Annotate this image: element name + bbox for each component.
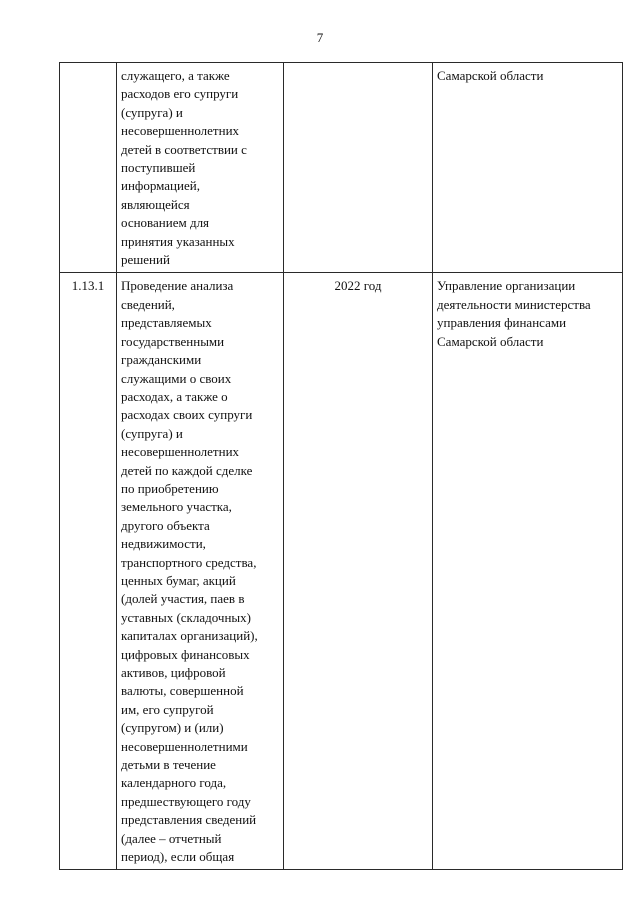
description-text — [121, 277, 279, 866]
text-line: (супругом) и (или) — [121, 720, 224, 736]
responsible-text — [437, 67, 618, 85]
text-line: служащего, а также — [121, 68, 230, 83]
text-line: решений — [121, 252, 170, 268]
text-line: сведений, — [121, 296, 175, 312]
responsible-text — [437, 277, 618, 351]
text-line: валюты, совершенной — [121, 683, 244, 699]
responsible-cell — [433, 63, 623, 273]
text-line: ценных бумаг, акций — [121, 572, 236, 588]
text-line: по приобретению — [121, 480, 219, 496]
text-line: (супруга) и — [121, 425, 183, 441]
text-line: гражданскими — [121, 352, 202, 368]
responsible-cell — [433, 273, 623, 870]
text-line: служащими о своих — [121, 370, 232, 386]
text-line: управления финансами — [437, 315, 567, 331]
text-line: расходов его супруги — [121, 86, 239, 102]
text-line: активов, цифровой — [121, 665, 226, 680]
text-line: (долей участия, паев в — [121, 591, 245, 607]
text-line: несовершеннолетних — [121, 123, 240, 139]
text-line: представления сведений — [121, 812, 257, 828]
text-line: предшествующего году — [121, 793, 251, 809]
text-line: Управление организации — [437, 278, 576, 294]
description-cell — [117, 63, 284, 273]
text-line: являющейся — [121, 196, 190, 212]
text-line: земельного участка, — [121, 499, 232, 515]
text-line: цифровых финансовых — [121, 646, 250, 662]
text-line: детьми в течение — [121, 757, 216, 773]
text-line: расходах своих супруги — [121, 407, 253, 423]
text-line: календарного года, — [121, 775, 227, 791]
text-line: детей в соответствии с — [121, 141, 247, 157]
text-line: основанием для — [121, 215, 210, 231]
page-number: 7 — [316, 30, 324, 45]
text-line: Проведение анализа — [121, 278, 234, 294]
text-line: несовершеннолетними — [121, 738, 248, 754]
text-line: Самарской области — [437, 333, 544, 349]
text-line: капиталах организаций), — [121, 628, 258, 644]
text-line: деятельности министерства — [437, 296, 591, 312]
text-line: другого объекта — [121, 517, 210, 533]
row-number-cell — [60, 63, 117, 273]
text-line: детей по каждой сделке — [121, 462, 253, 478]
date-cell — [284, 63, 433, 273]
description-text — [121, 67, 279, 269]
text-line: поступившей — [121, 160, 196, 176]
text-line: транспортного средства, — [121, 554, 257, 570]
text-line: представляемых — [121, 315, 212, 331]
text-line: период), если общая — [121, 849, 235, 865]
plan-table — [59, 62, 623, 870]
text-line: (далее – отчетный — [121, 830, 222, 846]
row-number-cell: 1.13.1 — [60, 273, 117, 870]
description-cell — [117, 273, 284, 870]
text-line: расходах, а также о — [121, 388, 228, 404]
text-line: недвижимости, — [121, 536, 206, 552]
text-line: (супруга) и — [121, 104, 183, 120]
text-line: информацией, — [121, 178, 200, 194]
text-line: Самарской области — [437, 68, 544, 83]
table-row — [60, 273, 623, 870]
table-row — [60, 63, 623, 273]
text-line: несовершеннолетних — [121, 444, 240, 460]
text-line: принятия указанных — [121, 233, 235, 249]
text-line: уставных (складочных) — [121, 609, 251, 625]
text-line: им, его супругой — [121, 701, 214, 717]
text-line: государственными — [121, 333, 225, 349]
date-cell: 2022 год — [284, 273, 433, 870]
